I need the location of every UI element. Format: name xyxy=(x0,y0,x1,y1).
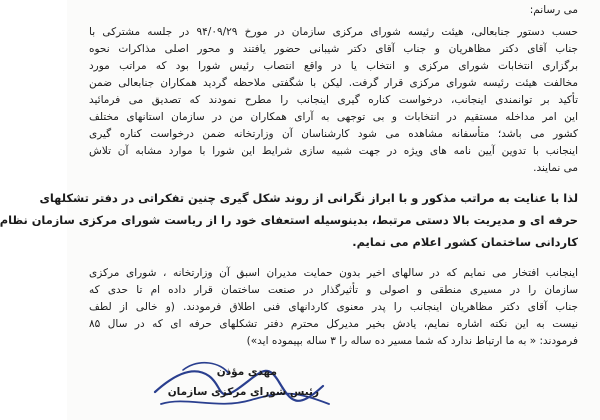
letter-line: نیست به این نکته اشاره نمایم، یادش بخیر مدیرکل محترم دفتر تشکلهای حرفه ای که در سال ۸۵ xyxy=(89,318,578,330)
signature-name: مهدی مؤذن xyxy=(216,366,277,378)
letter-line: می نمایند. xyxy=(533,162,578,174)
letter-line: کشور می باشد؛ متأسفانه مشاهده می شود کارشناسان آن وزارتخانه ضمن درخواست کناره گیری xyxy=(89,128,578,140)
letter-line: تأکید بر توانمندی اینجانب، درخواست کناره گیری اینجانب را مطرح نمودند که تصدیق می فرمائید xyxy=(89,94,578,106)
letter-line-bold: کاردانی ساختمان کشور اعلام می نمایم. xyxy=(352,235,578,249)
letter-line: می رسانم: xyxy=(529,4,578,16)
signature-scribble-icon xyxy=(147,352,337,418)
letter-line: برگزاری انتخابات شورای مرکزی و انتخاب یا در واقع انتصاب رئیس شورا بود که مراتب مورد xyxy=(89,60,578,72)
letter-line: جناب آقای دکتر مظاهریان و جناب آقای دکتر شیبانی حضور یافتند و محور اصلی مذاکرات نحوه xyxy=(89,43,578,55)
letter-line-bold: لذا با عنایت به مراتب مذکور و با ابراز نگرانی از روند شکل گیری چنین تفکراتی در دفتر تشکلهای xyxy=(39,191,578,205)
letter-line: جناب آقای دکتر مظاهریان اینجانب را پدر معنوی کاردانهای فنی اطلاق فرمودند. (و خالی از لطف xyxy=(89,301,578,313)
letter-line: اینجانب افتخار می نمایم که در سالهای اخیر بدون حمایت مدیران اسبق آن وزارتخانه ، شورای مرکزی xyxy=(89,267,578,279)
letter-line: فرمودند: « به ما ارتباط ندارد که شما مسیر ده ساله را ۳ ساله بپیموده اید») xyxy=(246,335,578,347)
letter-line: این امر مداخله مستقیم در انتخابات و بی توجهی به آرای همکاران من در سازمان استانهای مختلف xyxy=(89,111,578,123)
signature-block xyxy=(147,352,337,418)
letter-line: سازمان را در مسیری منطقی و اصولی و تأثیرگذار در صنعت ساختمان قرار داده ام تا حدی که xyxy=(89,284,578,296)
letter-line: مخالفت هیئت رئیسه شورای مرکزی قرار گرفت. لیکن با شگفتی ملاحظه گردید همکاران جنابعالی ضمن xyxy=(89,77,578,89)
signature-title: رئیس شورای مرکزی سازمان xyxy=(167,386,319,398)
letter-line: اینجانب با تدوین آیین نامه های ویژه در جهت شبیه سازی شرایط این شورا با موارد مشابه آن تلاش xyxy=(89,145,578,157)
letter-line-bold: حرفه ای و مدیریت بالا دستی مرتبط، بدینوسیله استعفای خود را از ریاست شورای مرکزی سازمان نظام xyxy=(0,213,578,227)
letter-line: حسب دستور جنابعالی، هیئت رئیسه شورای مرکزی سازمان در مورخ ۹۴/۰۹/۲۹ در جلسه مشترکی با xyxy=(89,26,578,38)
